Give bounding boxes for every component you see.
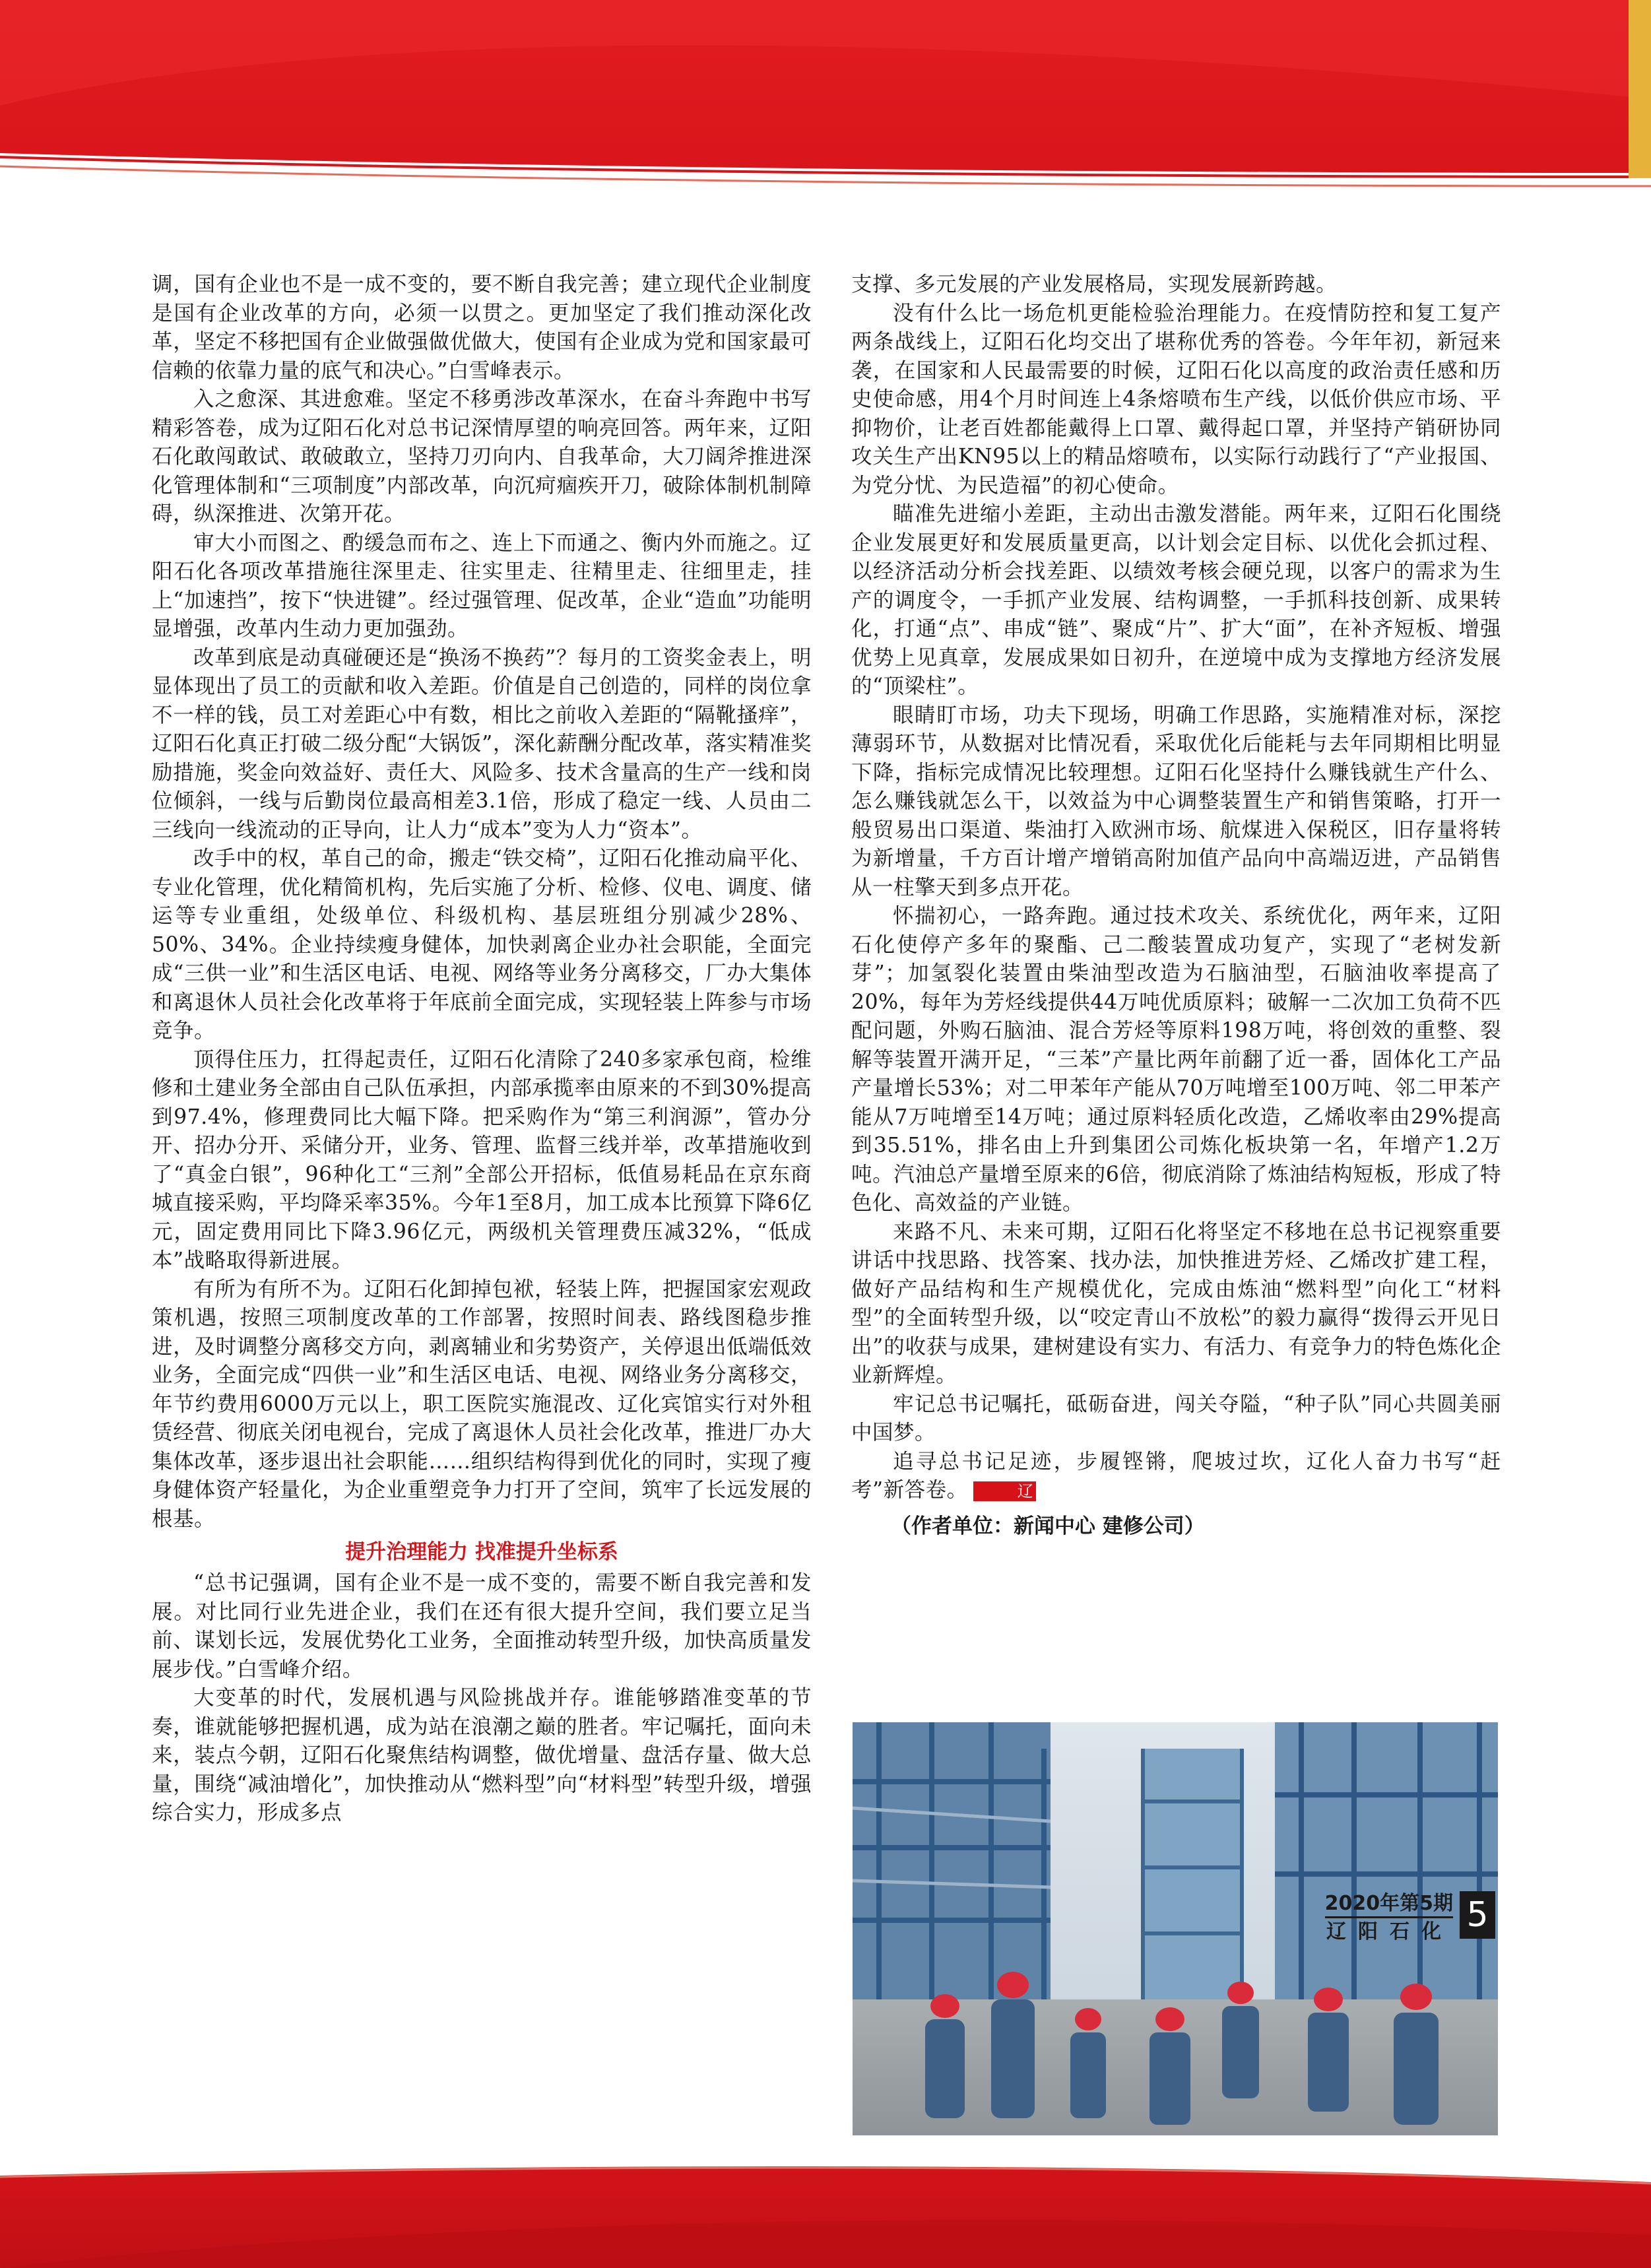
paragraph: 牢记总书记嘱托，砥砺奋进，闯关夺隘，“种子队”同心共圆美丽中国梦。	[851, 1392, 1501, 1444]
paragraph: 没有什么比一场危机更能检验治理能力。在疫情防控和复工复产两条战线上，辽阳石化均交出了堪称优秀的答卷。今年年初，新冠来袭，在国家和人民最需要的时候，辽阳石化以高度的政治责任感和历史使命感，用4个月时间连上4条熔喷布生产线，以低价供应市场、平抑物价，让老百姓都能戴得上口罩、戴得起口罩，并坚持产销研协同攻关生产出KN95以上的精品熔喷布，以实际行动践行了“产业报国、为党分忧、为民造福”的初心使命。	[851, 301, 1501, 498]
right-article-column	[851, 271, 1501, 1541]
page-number: 5	[1460, 1891, 1495, 1939]
paragraph: 审大小而图之、酌缓急而布之、连上下而通之、衡内外而施之。辽阳石化各项改革措施往深里走、往实里走、往精里走、往细里走，挂上“加速挡”，按下“快进键”。经过强管理、促改革，企业“造血”功能明显增强，改革内生动力更加强劲。	[152, 531, 812, 641]
paragraph: 改手中的权，革自己的命，搬走“铁交椅”，辽阳石化推动扁平化、专业化管理，优化精简机构，先后实施了分析、检修、仪电、调度、储运等专业重组，处级单位、科级机构、基层班组分别减少28%、50%、34%。企业持续瘦身健体，加快剥离企业办社会职能，全面完成“三供一业”和生活区电话、电视、网络等业务分离移交，厂办大集体和离退休人员社会化改革将于年底前全面完成，实现轻装上阵参与市场竞争。	[152, 847, 812, 1043]
paragraph: 怀揣初心，一路奔跑。通过技术攻关、系统优化，两年来，辽阳石化使停产多年的聚酯、己二酸装置成功复产，实现了“老树发新芽”；加氢裂化装置由柴油型改造为石脑油型，石脑油收率提高了20%，每年为芳烃线提供44万吨优质原料；破解一二次加工负荷不匹配问题，外购石脑油、混合芳烃等原料198万吨，将创效的重整、裂解等装置开满开足，“三苯”产量比两年前翻了近一番，固体化工产品产量增长53%；对二甲苯年产能从70万吨增至100万吨、邻二甲苯产能从7万吨增至14万吨；通过原料轻质化改造，乙烯收率由29%提高到35.51%，排名由上升到集团公司炼化板块第一名，年增产1.2万吨。汽油总产量增至原来的6倍，彻底消除了炼油结构短板，形成了特色化、高效益的产业链。	[851, 904, 1501, 1215]
paragraph: 支撑、多元发展的产业发展格局，实现发展新跨越。	[851, 273, 1338, 296]
issue-date: 2020年第5期	[1324, 1892, 1453, 1915]
author-byline: （作者单位：新闻中心 建修公司）	[891, 1514, 1205, 1538]
section-heading: 提升治理能力 找准提升坐标系	[345, 1540, 618, 1564]
paragraph: 调，国有企业也不是一成不变的，要不断自我完善；建立现代企业制度是国有企业改革的方向，必须一以贯之。更加坚定了我们推动深化改革，坚定不移把国有企业做强做优做大，使国有企业成为党和国家最可信赖的依靠力量的底气和决心。”白雪峰表示。	[152, 273, 812, 383]
end-mark: 辽	[973, 1481, 1037, 1501]
paragraph: 瞄准先进缩小差距，主动出击激发潜能。两年来，辽阳石化围绕企业发展更好和发展质量更高，以计划会定目标、以优化会抓过程、以经济活动分析会找差距、以绩效考核会硬兑现，以客户的需求为生产的调度令，一手抓产业发展、结构调整，一手抓科技创新、成果转化，打通“点”、串成“链”、聚成“片”、扩大“面”，在补齐短板、增强优势上见真章，发展成果如日初升，在逆境中成为支撑地方经济发展的“顶梁柱”。	[851, 502, 1501, 698]
paragraph: 眼睛盯市场，功夫下现场，明确工作思路，实施精准对标，深挖薄弱环节，从数据对比情况看，采取优化后能耗与去年同期相比明显下降，指标完成情况比较理想。辽阳石化坚持什么赚钱就生产什么、怎么赚钱就怎么干，以效益为中心调整装置生产和销售策略，打开一般贸易出口渠道、柴油打入欧洲市场、航煤进入保税区，旧存量将转为新增量，千方百计增产增销高附加值产品向中高端迈进，产品销售从一柱擎天到多点开花。	[851, 703, 1501, 899]
paragraph: 有所为有所不为。辽阳石化卸掉包袱，轻装上阵，把握国家宏观政策机遇，按照三项制度改革的工作部署，按照时间表、路线图稳步推进，及时调整分离移交方向，剥离辅业和劣势资产，关停退出低端低效业务，全面完成“四供一业”和生活区电话、电视、网络业务分离移交，年节约费用6000万元以上，职工医院实施混改、辽化宾馆实行对外租赁经营、彻底关闭电视台，完成了离退休人员社会化改革，推进厂办大集体改革，逐步退出社会职能……组织结构得到优化的同时，实现了瘦身健体资产轻量化，为企业重塑竞争力打开了空间，筑牢了长远发展的根基。	[152, 1277, 812, 1531]
paragraph: 来路不凡、未来可期，辽阳石化将坚定不移地在总书记视察重要讲话中找思路、找答案、找办法，加快推进芳烃、乙烯改扩建工程，做好产品结构和生产规模优化，完成由炼油“燃料型”向化工“材料型”的全面转型升级，以“咬定青山不放松”的毅力赢得“拨得云开见日出”的收获与成果，建树建设有实力、有活力、有竞争力的特色炼化企业新辉煌。	[851, 1219, 1501, 1387]
paragraph: 改革到底是动真碰硬还是“换汤不换药”？每月的工资奖金表上，明显体现出了员工的贡献和收入差距。价值是自己创造的，同样的岗位拿不一样的钱，员工对差距心中有数，相比之前收入差距的“隔靴搔痒”，辽阳石化真正打破二级分配“大锅饭”，深化薪酬分配改革，落实精准奖励措施，奖金向效益好、责任大、风险多、技术含量高的生产一线和岗位倾斜，一线与后勤岗位最高相差3.1倍，形成了稳定一线、人员由二三线向一线流动的正导向，让人力“成本”变为人力“资本”。	[152, 645, 812, 842]
issue-divider	[1325, 1916, 1453, 1918]
paragraph: 入之愈深、其进愈难。坚定不移勇涉改革深水，在奋斗奔跑中书写精彩答卷，成为辽阳石化对总书记深情厚望的响亮回答。两年来，辽阳石化敢闯敢试、敢破敢立，坚持刀刃向内、自我革命，大刀阔斧推进深化管理体制和“三项制度”内部改革，向沉疴痼疾开刀，破除体制机制障碍，纵深推进、次第开花。	[152, 387, 812, 526]
paragraph: 顶得住压力，扛得起责任，辽阳石化清除了240多家承包商，检维修和土建业务全部由自己队伍承担，内部承揽率由原来的不到30%提高到97.4%，修理费同比大幅下降。把采购作为“第三利润源”，管办分开、招办分开、采储分开，业务、管理、监督三线并举，改革措施收到了“真金白银”，96种化工“三剂”全部公开招标，低值易耗品在京东商城直接采购，平均降采率35%。今年1至8月，加工成本比预算下降6亿元，固定费用同比下降3.96亿元，两级机关管理费压减32%，“低成本”战略取得新进展。	[152, 1047, 812, 1272]
footer-banner	[0, 2136, 1651, 2268]
paragraph: 大变革的时代，发展机遇与风险挑战并存。谁能够踏准变革的节奏，谁就能够把握机遇，成为站在浪潮之巅的胜者。牢记嘱托，面向未来，装点今朝，辽阳石化聚焦结构调整，做优增量、盘活存量、做大总量，围绕“减油增化”，加快推动从“燃料型”向“材料型”转型升级，增强综合实力，形成多点	[152, 1686, 812, 1825]
left-article-column	[152, 271, 812, 1828]
header-banner	[0, 0, 1651, 198]
closing-text: 追寻总书记足迹，步履铿锵，爬坡过坎，辽化人奋力书写“赶考”新答卷。	[851, 1449, 1501, 1502]
issue-info	[1325, 1893, 1453, 1943]
closing-paragraph	[851, 1448, 1501, 1505]
magazine-title: 辽阳石化	[1326, 1920, 1453, 1943]
paragraph: “总书记强调，国有企业不是一成不变的，需要不断自我完善和发展。对比同行业先进企业，我们在还有很大提升空间，我们要立足当前、谋划长远，发展优势化工业务，全面推动转型升级，加快高质量发展步伐。”白雪峰介绍。	[152, 1571, 812, 1681]
